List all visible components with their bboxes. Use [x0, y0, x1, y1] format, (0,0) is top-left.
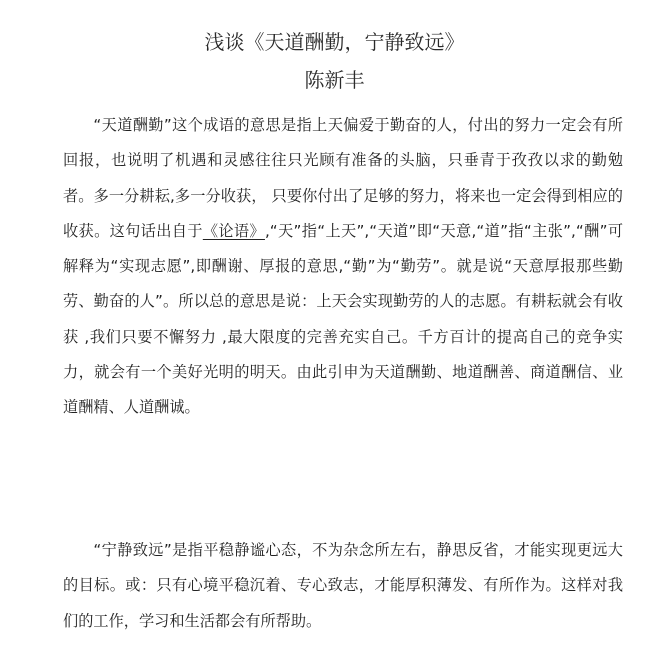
- paragraph-text: ,“天”指“上天”,“天道”即“天意,“道”指“主张”,“酬”可解释为“实现志愿”,即酬谢、厚报的意思,“勤”为“勤劳”。就是说“天意厚报那些勤劳、勤奋的人”。所以总的意思是说：上天会实现勤劳的人的志愿。有耕耘就会有收获 ,我们只要不懈努力 ,最大限度的完善充实自己。千方百计的提高自己的竞争实力，就会有一个美好光明的明天。由此引申为天道酬勤、地道酬善、商道酬信、业道酬精、人道酬诚。: [63, 221, 624, 417]
- book-title-lunyu: 《论语》: [202, 221, 265, 240]
- paragraph-tiandao-chouqin: [63, 108, 623, 426]
- document-title: 浅谈《天道酬勤，宁静致远》: [204, 30, 465, 54]
- paragraph-text: “天道酬勤”这个成语的意思是指上天偏爱于勤奋的人，付出的努力一定会有所回报，也说明了机遇和灵感往往只光顾有准备的头脑，只垂青于孜孜以求的勤勉者。多一分耕耘,多一分收获， 只要你付出了足够的努力，将来也一定会得到相应的收获。这句话出自于: [63, 116, 623, 240]
- author-name: 陈新丰: [304, 68, 365, 92]
- paragraph-ningjing-zhiyuan: “宁静致远”是指平稳静谧心态，不为杂念所左右，静思反省，才能实现更远大的目标。或：只有心境平稳沉着、专心致志，才能厚积薄发、有所作为。这样对我们的工作，学习和生活都会有所帮助。: [63, 541, 623, 630]
